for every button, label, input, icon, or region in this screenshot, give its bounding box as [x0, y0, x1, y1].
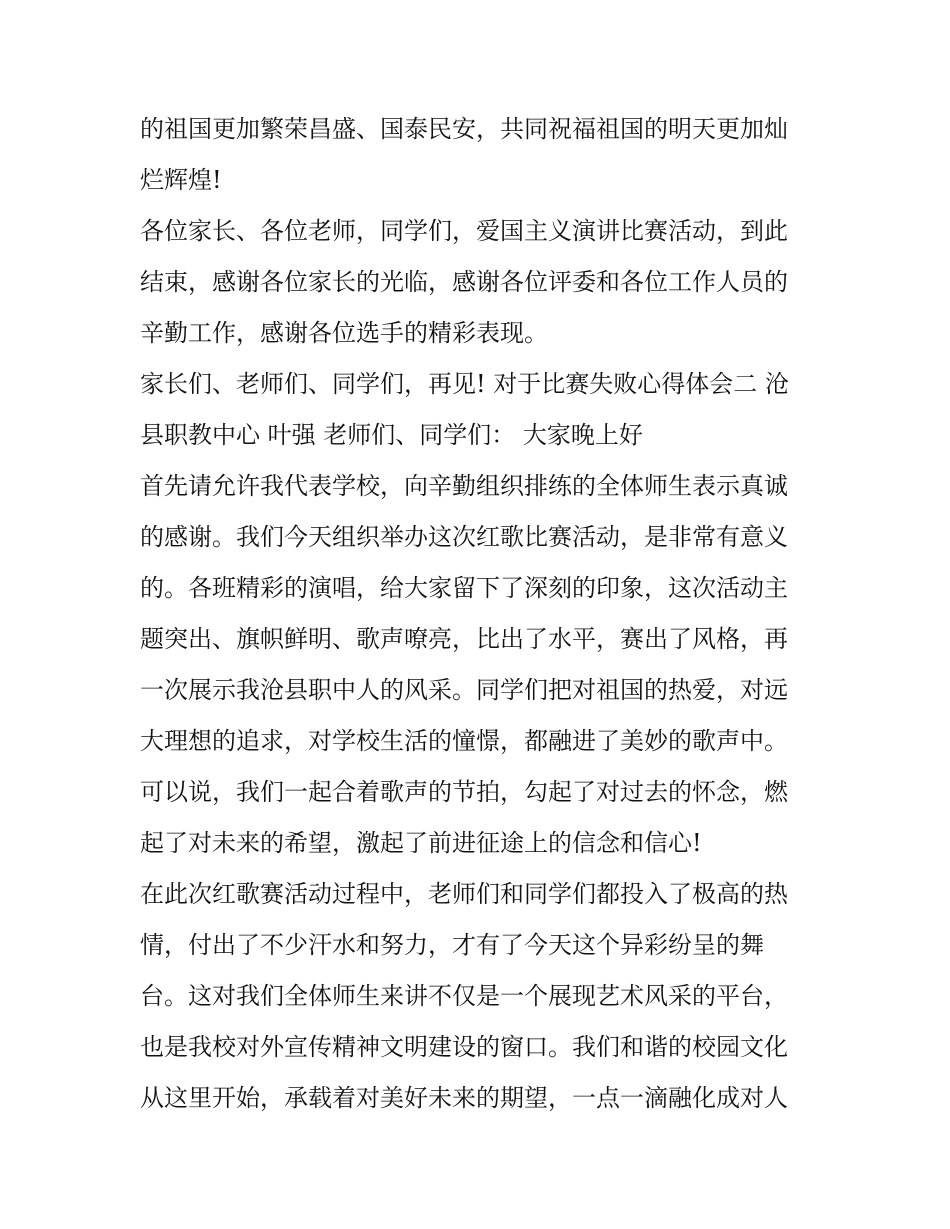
- text-line: 可以说，我们一起合着歌声的节拍，勾起了对过去的怀念，燃: [140, 778, 788, 806]
- text-line: 一次展示我沧县职中人的风采。同学们把对祖国的热爱，对远: [140, 676, 788, 704]
- text-line: 从这里开始，承载着对美好未来的期望，一点一滴融化成对人: [140, 1084, 788, 1112]
- document-body: [140, 104, 820, 1124]
- text-line: 的感谢。我们今天组织举办这次红歌比赛活动，是非常有意义: [140, 523, 788, 551]
- text-line: 的祖国更加繁荣昌盛、国泰民安，共同祝福祖国的明天更加灿: [140, 115, 788, 143]
- text-line: 烂辉煌!: [140, 166, 222, 194]
- text-line: 家长们、老师们、同学们，再见! 对于比赛失败心得体会二 沧: [140, 370, 789, 398]
- text-line: 结束，感谢各位家长的光临，感谢各位评委和各位工作人员的: [140, 268, 788, 296]
- text-line: 大理想的追求，对学校生活的憧憬，都融进了美妙的歌声中。: [140, 727, 788, 755]
- text-line: 首先请允许我代表学校，向辛勤组织排练的全体师生表示真诚: [140, 472, 788, 500]
- text-line: 的。各班精彩的演唱，给大家留下了深刻的印象，这次活动主: [140, 574, 788, 602]
- text-line: 辛勤工作，感谢各位选手的精彩表现。: [140, 319, 548, 347]
- text-line: 台。这对我们全体师生来讲不仅是一个展现艺术风采的平台，: [140, 982, 788, 1010]
- text-line: 在此次红歌赛活动过程中，老师们和同学们都投入了极高的热: [140, 880, 788, 908]
- text-line: 题突出、旗帜鲜明、歌声嘹亮，比出了水平，赛出了风格，再: [140, 625, 788, 653]
- text-line: 县职教中心 叶强 老师们、同学们： 大家晚上好: [140, 421, 643, 449]
- text-line: 情，付出了不少汗水和努力，才有了今天这个异彩纷呈的舞: [140, 931, 764, 959]
- text-line: 各位家长、各位老师，同学们，爱国主义演讲比赛活动，到此: [140, 217, 788, 245]
- text-line: 起了对未来的希望，激起了前进征途上的信念和信心!: [140, 829, 702, 857]
- text-line: 也是我校对外宣传精神文明建设的窗口。我们和谐的校园文化: [140, 1033, 788, 1061]
